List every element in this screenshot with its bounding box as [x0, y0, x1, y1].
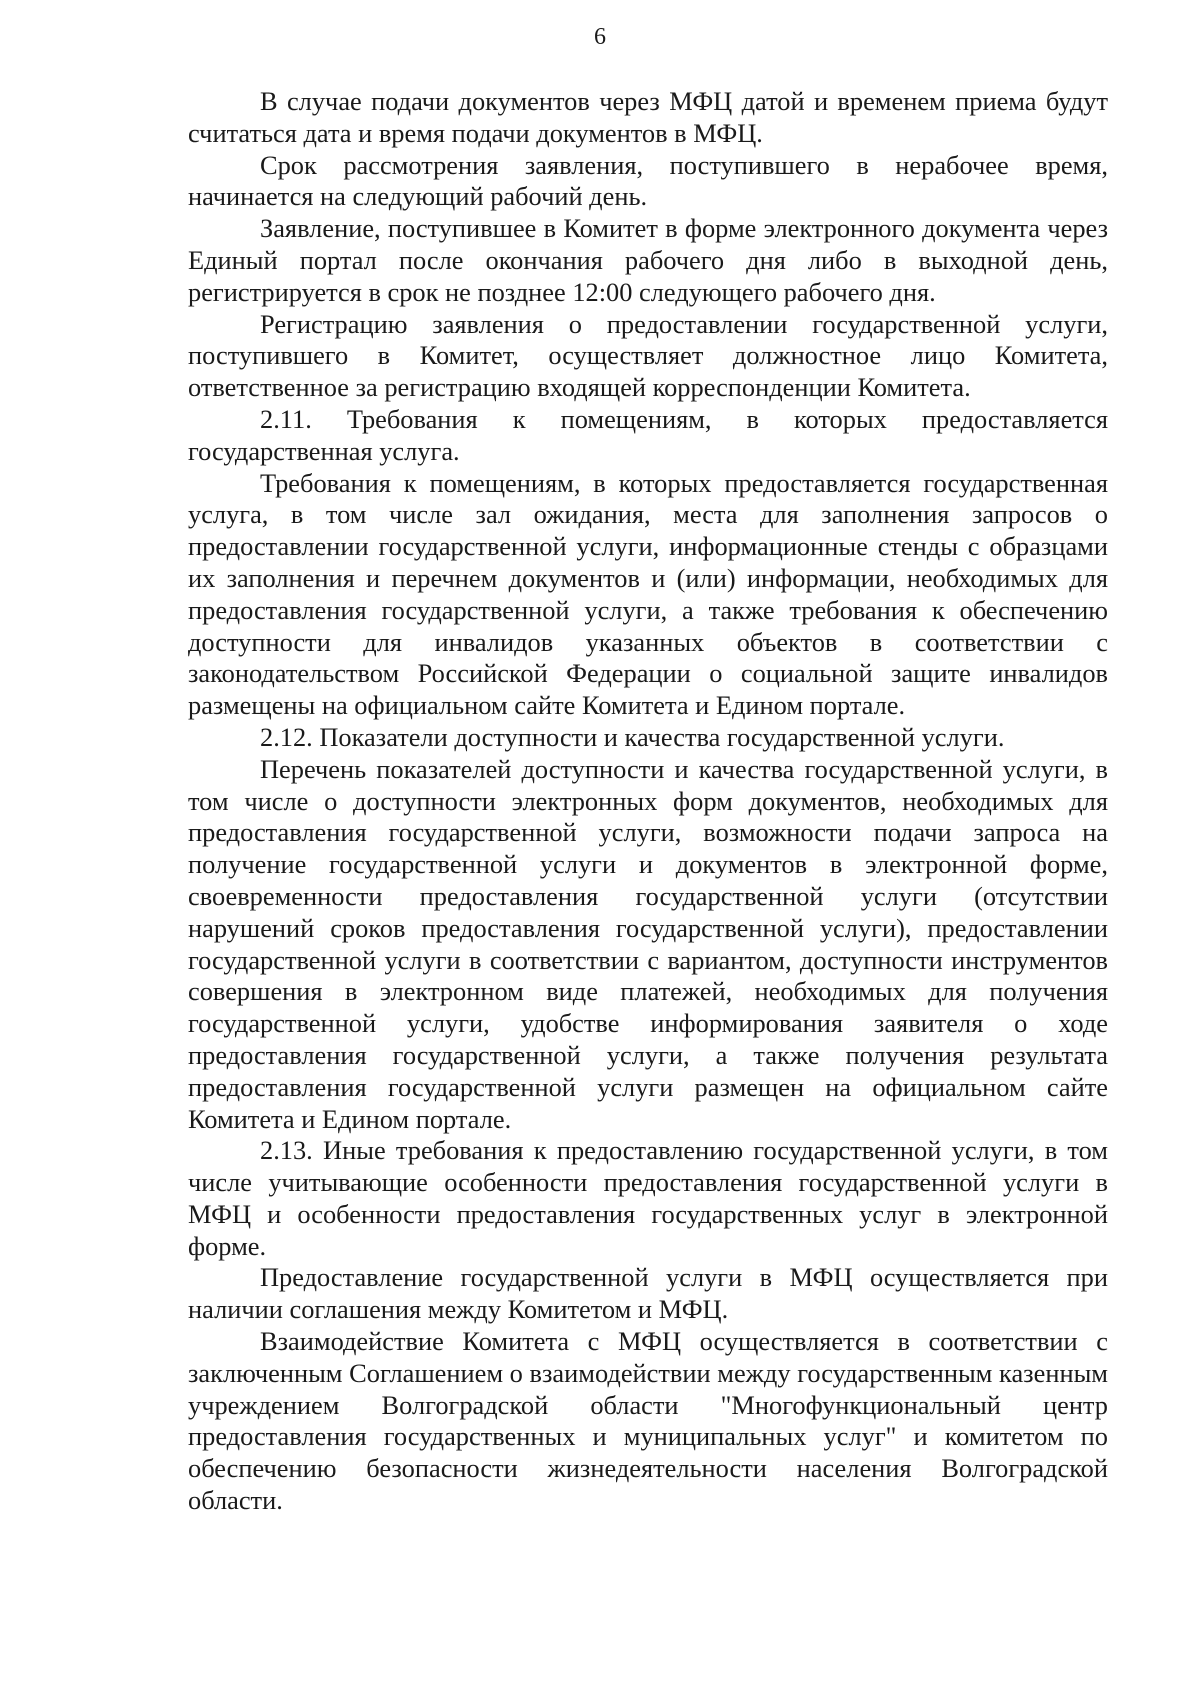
section-heading-2-11: 2.11. Требования к помещениям, в которых предоставляется государственная услуга.: [188, 403, 1108, 466]
paragraph-premises-requirements: Требования к помещениям, в которых предоставляется государственная услуга, в том числе зал ожидания, места для заполнения запросов о предоставлении государственной услуги, информационные стенды с образцами их заполнения и перечнем документов и (или) информации, необходимых для предоставления государственной услуги, а также требования к обеспечению доступности для инвалидов указанных объектов в соответствии с законодательством Российской Федерации о социальной защите инвалидов размещены на официальном сайте Комитета и Едином портале.: [188, 467, 1108, 721]
paragraph-review-period: Срок рассмотрения заявления, поступившего в нерабочее время, начинается на следующий рабочий день.: [188, 149, 1108, 212]
paragraph-mfc-agreement: Предоставление государственной услуги в МФЦ осуществляется при наличии соглашения между Комитетом и МФЦ.: [188, 1262, 1108, 1325]
paragraph-registration: Регистрацию заявления о предоставлении государственной услуги, поступившего в Комитет, осуществляет должностное лицо Комитета, ответственное за регистрацию входящей корреспонденции Комитета.: [188, 308, 1108, 403]
paragraph-mfc-submission: В случае подачи документов через МФЦ датой и временем приема будут считаться дата и время подачи документов в МФЦ.: [188, 86, 1108, 148]
section-heading-2-12: 2.12. Показатели доступности и качества государственной услуги.: [260, 721, 1005, 752]
page-number: 6: [594, 24, 606, 50]
paragraph-electronic-application: Заявление, поступившее в Комитет в форме электронного документа через Единый портал после окончания рабочего дня либо в выходной день, регистрируется в срок не позднее 12:00 следующего рабочего дня.: [188, 213, 1108, 307]
paragraph-mfc-interaction: Взаимодействие Комитета с МФЦ осуществляется в соответствии с заключенным Соглашением о взаимодействии между государственным казенным учреждением Волгоградской области "Многофункциональный центр предоставления государственных и муниципальных услуг" и комитетом по обеспечению безопасности жизнедеятельности населения Волгоградской области.: [188, 1326, 1108, 1516]
section-heading-2-13: 2.13. Иные требования к предоставлению государственной услуги, в том числе учитывающие особенности предоставления государственной услуги в МФЦ и особенности предоставления государственных услуг в электронной форме.: [188, 1135, 1108, 1261]
paragraph-accessibility-indicators: Перечень показателей доступности и качества государственной услуги, в том числе о доступности электронных форм документов, необходимых для предоставления государственной услуги, возможности подачи запроса на получение государственной услуги и документов в электронной форме, своевременности предоставления государственной услуги (отсутствии нарушений сроков предоставления государственной услуги), предоставлении государственной услуги в соответствии с вариантом, доступности инструментов совершения в электронном виде платежей, необходимых для получения государственной услуги, удобстве информирования заявителя о ходе предоставления государственной услуги, а также получения результата предоставления государственной услуги размещен на официальном сайте Комитета и Едином портале.: [188, 753, 1108, 1134]
document-body: [188, 86, 1108, 1517]
